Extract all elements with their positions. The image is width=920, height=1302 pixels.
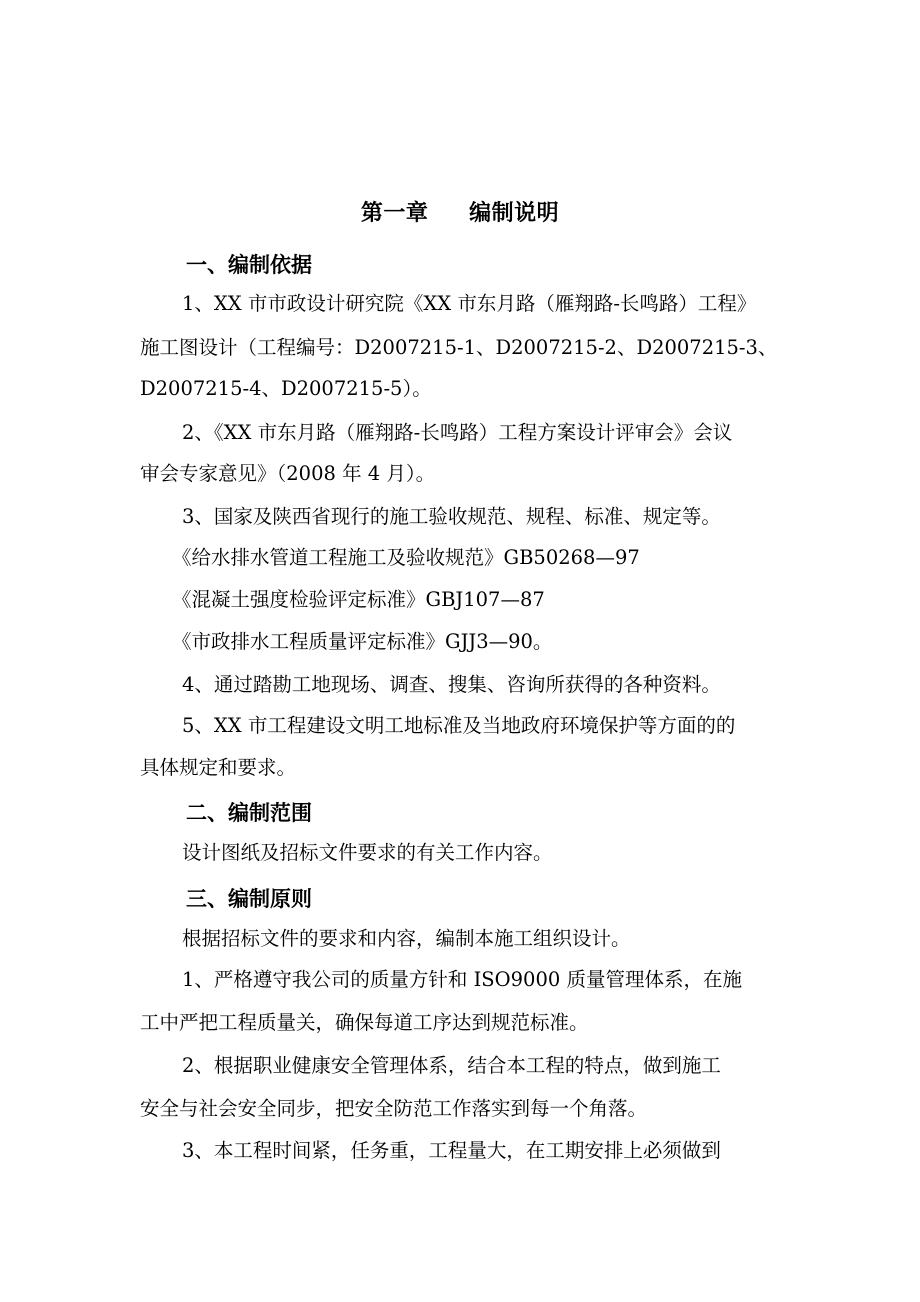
principle-3-line-1: 3、本工程时间紧，任务重，工程量大，在工期安排上必须做到 bbox=[182, 1139, 721, 1162]
section-heading-scope: 二、编制范围 bbox=[186, 801, 312, 825]
basis-item-5-line-1: 5、XX 市工程建设文明工地标准及当地政府环境保护等方面的的 bbox=[182, 714, 736, 737]
standard-2: 《混凝土强度检验评定标准》GBJ107—87 bbox=[172, 588, 545, 611]
principles-intro: 根据招标文件的要求和内容，编制本施工组织设计。 bbox=[182, 927, 631, 950]
basis-item-2-line-1: 2、《XX 市东月路（雁翔路-长鸣路）工程方案设计评审会》会议 bbox=[182, 421, 733, 444]
basis-item-4: 4、通过踏勘工地现场、调查、搜集、咨询所获得的各种资料。 bbox=[182, 673, 721, 696]
principle-1-line-2: 工中严把工程质量关，确保每道工序达到规范标准。 bbox=[140, 1011, 589, 1034]
principle-2-line-1: 2、根据职业健康安全管理体系，结合本工程的特点，做到施工 bbox=[182, 1054, 721, 1077]
standard-1: 《给水排水管道工程施工及验收规范》GB50268—97 bbox=[172, 546, 640, 569]
scope-text: 设计图纸及招标文件要求的有关工作内容。 bbox=[182, 841, 553, 864]
basis-item-1-line-1: 1、XX 市市政设计研究院《XX 市东月路（雁翔路-长鸣路）工程》 bbox=[182, 292, 757, 315]
basis-item-2-line-2: 审会专家意见》（2008 年 4 月）。 bbox=[140, 462, 436, 485]
principle-2-line-2: 安全与社会安全同步，把安全防范工作落实到每一个角落。 bbox=[140, 1097, 648, 1120]
section-heading-principles: 三、编制原则 bbox=[186, 887, 312, 911]
basis-item-3: 3、国家及陕西省现行的施工验收规范、规程、标准、规定等。 bbox=[182, 505, 721, 528]
standard-3: 《市政排水工程质量评定标准》GJJ3—90。 bbox=[172, 630, 553, 653]
basis-item-1-line-2: 施工图设计（工程编号：D2007215-1、D2007215-2、D2007215-3、 bbox=[140, 336, 778, 359]
chapter-title: 第一章 编制说明 bbox=[360, 201, 560, 226]
basis-item-5-line-2: 具体规定和要求。 bbox=[140, 756, 297, 779]
basis-item-1-line-3: D2007215-4、D2007215-5）。 bbox=[140, 377, 432, 400]
section-heading-basis: 一、编制依据 bbox=[186, 253, 312, 277]
principle-1-line-1: 1、严格遵守我公司的质量方针和 ISO9000 质量管理体系，在施 bbox=[182, 968, 742, 991]
